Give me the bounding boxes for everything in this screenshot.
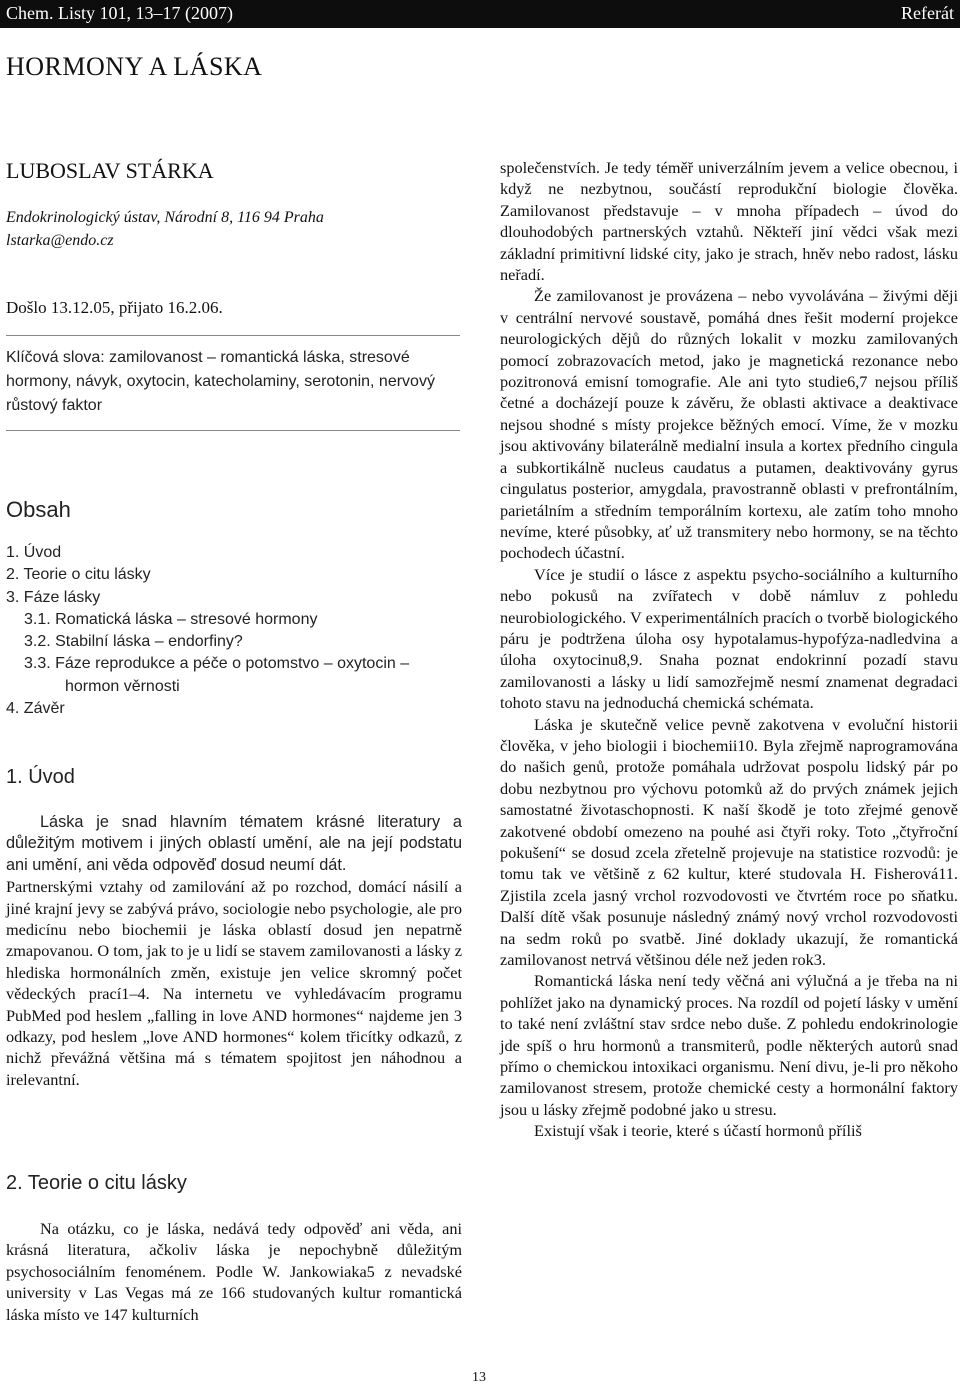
article-title: HORMONY A LÁSKA [6,52,263,81]
toc-item: 3.3. Fáze reprodukce a péče o potomstvo – oxytocin – [24,655,410,673]
received-dates: Došlo 13.12.05, přijato 16.2.06. [6,298,223,317]
toc-item-continuation: hormon věrnosti [65,677,180,695]
page-number: 13 [472,1370,486,1385]
journal-header-bar [0,0,960,28]
body-paragraph: společenstvích. Je tedy téměř univerzálním jevem a velice obecnou, i když ne nezbytnou, součástí reprodukční biologie člověka. Zamilovanost představuje – v mnoha případech – úvod do dlouhodobých partnerských vztahů. Někteří jiní vědci však mezi základní primitivní lidské city, jako je strach, hněv nebo radost, lásku neřadí. [500,158,958,285]
toc-item: 3. Fáze lásky [6,588,101,606]
intro-text [6,812,462,1090]
section-heading-theory: 2. Teorie o citu lásky [6,1172,187,1194]
body-paragraph: Více je studií o lásce z aspektu psycho-sociálního a kulturního nebo pokusů na zvířatech v době námluv z pohledu neurobiologického. V experimentálních pracích o tvorbě biologického páru je podtržena úloha osy hypotalamus-hypofýza-nadledvina a úloha oxytocinu8,9. Snaha poznat endokrinní pozadí stavu zamilovanosti a lásky u lidí samozřejmě nesmí znamenat degradaci tohoto stavu na jednoduchá chemická schémata. [500,564,958,713]
author-name [6,158,214,184]
body-paragraph: Existují však i teorie, které s účastí hormonů příliš [534,1121,862,1141]
author-name-text: LUBOSLAV STÁRKA [6,158,214,183]
intro-paragraph: Partnerskými vztahy od zamilování až po rozchod, domácí násilí a jiné krajní jevy se zabývá právo, sociologie nebo psychologie, ale pro medicínu nebo biochemii je láska oblastí dosud jen nepatrně zmapovanou. O tom, jak to je u lidí se stavem zamilovanosti a lásky z hlediska hormonálních změn, existuje jen velice skromný počet vědeckých prací1–4. Na internetu ve vyhledávacím programu PubMed pod heslem „falling in love AND hormones“ najdeme jen 3 odkazy, pod heslem „love AND hormones“ kolem třicítky odkazů, z nichž převážná většina má s tématem spojitost jen náhodnou a irelevantní. [6,877,462,1089]
author-email: lstarka@endo.cz [6,232,114,249]
body-paragraph: Že zamilovanost je provázena – nebo vyvolávána – živými ději v centrální nervové soustavě, pomáhá dnes řešit moderní projekce neurologických dějů do různých lokalit v mozku zamilovaných pomocí zobrazovacích metod, jako je magnetická rezonance nebo pozitronová emisní tomografie. Ale ani tyto studie6,7 nejsou příliš četné a docházejí pouze k závěru, že oblasti aktivace a deaktivace nejsou shodné s místy projekce běžných emocí. Víme, že v mozku jsou aktivovány bilaterálně medialní insula a kortex předního cingula a subkortikálně nucleus caudatus a putamen, deaktivovány gyrus cingulatus posterior, amygdala, pravostranně oblasti v prefrontálním, parietálním a středním temporálním kortexu, ale zatím toho mnoho nevíme, které působky, ať už transmitery nebo hormony, se na těchto pochodech účastní. [500,286,958,563]
toc-item: 3.1. Romatická láska – stresové hormony [24,610,318,628]
intro-paragraph: Láska je snad hlavním tématem krásné literatury a důležitým motivem i jiných oblastí umění, ale na její podstatu ani umění, ani věda odpověď dosud neumí dát. [6,813,462,874]
body-paragraph: Romantická láska není tedy věčná ani výlučná a je třeba na ni pohlížet jako na dynamický proces. Na rozdíl od pojetí lásky v umění to také není zvláštní stav srdce nebo duše. Z pohledu endokrinologie jde spíš o hru hormonů a transmiterů, podle některých autorů snad přímo o chemickou intoxikaci organismu. Není divu, je-li pro někoho zamilovanost stresem, protože chemické cesty a hormonální faktory jsou u lásky zřejmě podobné jako u stresu. [500,971,958,1119]
divider-top [6,335,460,336]
toc-item: 3.2. Stabilní láska – endorfiny? [24,633,243,651]
article-type-label: Referát [901,3,954,23]
table-of-contents [6,542,409,720]
right-column-text [500,157,958,1142]
toc-item: 4. Závěr [6,700,65,718]
body-paragraph: Láska je skutečně velice pevně zakotvena v evoluční historii člověka, v jeho biologii i biochemii10. Byla zřejmě naprogramována do našich genů, protože pomáhala udržovat pospolu lidský pár po dobu nezbytnou pro výchovu potomků až do prvých známek jejich samostatné životaschopnosti. K naší škodě je toto zřejmé genově zakotvené období omezeno na pouhé asi čtyři roky. Toto „čtyřroční pokušení“ se dosud zcela zřetelně projevuje na statistice rozvodů: je tomu tak ve většině z 62 kultur, které studovala H. Fisherová11. Zjistila zcela jasný vrchol rozvodovosti ve čtvrtém roce po sňatku. Další dítě však posunuje následný známý nový vrchol rozvodovosti na sedm roků po svatbě. Jiné doklady ukazují, že romantická zamilovanost netrvá většinou déle než jeden rok3. [500,714,958,970]
theory-paragraph: Na otázku, co je láska, nedává tedy odpověď ani věda, ani krásná literatura, ačkoliv láska je nepochybně důležitým psychosociálním fenoménem. Podle W. Jankowiaka5 z nevadské university v Las Vegas má ze 166 studovaných kultur romantická láska místo ve 147 kulturních [6,1219,462,1324]
affiliation [6,206,324,252]
divider-bottom [6,430,460,431]
section-heading-intro: 1. Úvod [6,766,75,788]
toc-item: 1. Úvod [6,544,62,561]
journal-citation: Chem. Listy 101, 13–17 (2007) [6,3,233,23]
theory-text [6,1218,462,1325]
keywords: Klíčová slova: zamilovanost – romantická láska, stresové hormony, návyk, oxytocin, katecholaminy, serotonin, nervový růstový faktor [6,349,435,414]
affiliation-address: Endokrinologický ústav, Národní 8, 116 94 Praha [6,209,324,226]
toc-item: 2. Teorie o citu lásky [6,566,151,584]
toc-heading: Obsah [6,497,71,522]
